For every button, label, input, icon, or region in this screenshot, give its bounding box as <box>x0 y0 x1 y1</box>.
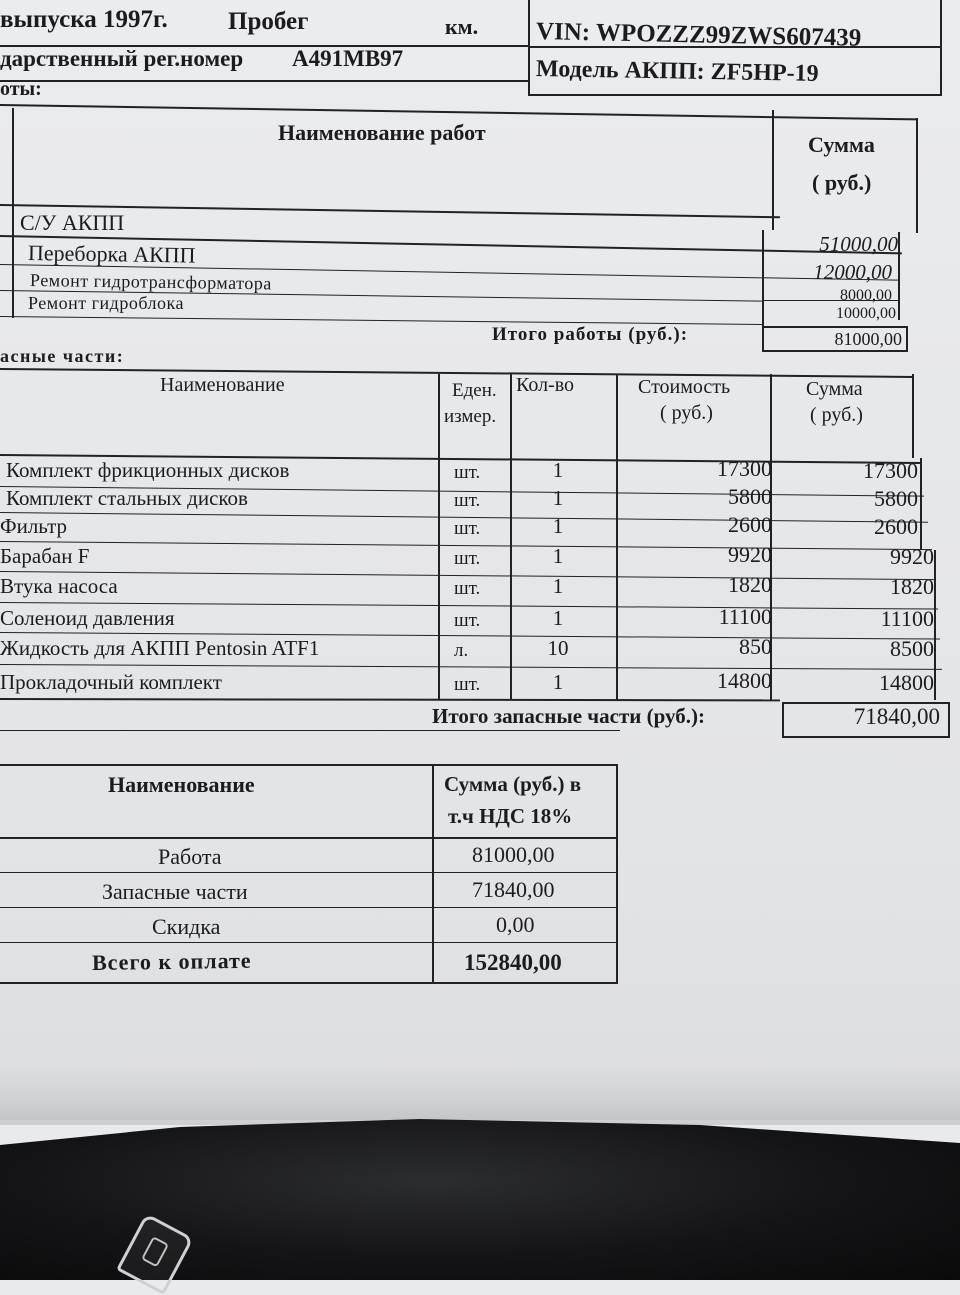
work-row-name: Ремонт гидроблока <box>28 293 184 313</box>
part-name: Барабан F <box>0 544 90 568</box>
part-unit: л. <box>454 640 469 661</box>
part-sum: 17300 <box>863 458 918 483</box>
summary-col-name: Наименование <box>108 772 255 797</box>
part-qty: 1 <box>552 458 564 482</box>
part-unit: шт. <box>454 518 481 539</box>
part-name: Фильтр <box>0 514 68 538</box>
part-qty: 10 <box>547 636 569 660</box>
part-qty: 1 <box>552 514 564 538</box>
summary-row-sum: 71840,00 <box>472 877 555 902</box>
parts-col-name: Наименование <box>160 374 285 396</box>
summary-row-name: Работа <box>158 844 222 869</box>
part-name: Втука насоса <box>0 574 118 598</box>
part-name: Жидкость для АКПП Pentosin ATF1 <box>0 636 320 660</box>
work-row-name: Переборка АКПП <box>27 240 196 268</box>
part-price: 1820 <box>728 572 772 597</box>
parts-section-label: асные части: <box>0 346 125 366</box>
parts-col-price-unit: ( руб.) <box>660 402 713 424</box>
parts-col-unit-measure: измер. <box>444 406 497 427</box>
part-name: Комплект фрикционных дисков <box>6 458 290 482</box>
parts-col-price: Стоимость <box>638 376 731 398</box>
part-sum: 5800 <box>874 486 918 511</box>
km-label: км. <box>445 14 479 39</box>
part-unit: шт. <box>454 490 481 511</box>
summary-total-label: Всего к оплате <box>91 947 252 975</box>
part-qty: 1 <box>552 486 564 510</box>
summary-col-vat: т.ч НДС 18% <box>448 804 573 828</box>
year-label: выпуска 1997г. <box>0 6 168 33</box>
part-price: 5800 <box>728 484 772 509</box>
part-price: 2600 <box>728 512 772 537</box>
parts-col-unit: Еден. <box>452 380 497 401</box>
part-unit: шт. <box>454 578 481 599</box>
part-sum: 14800 <box>879 670 934 695</box>
parts-col-qty: Кол-во <box>516 374 575 396</box>
parts-col-sum-unit: ( руб.) <box>810 404 863 426</box>
part-unit: шт. <box>454 462 481 483</box>
work-row-name: С/У АКПП <box>20 210 125 235</box>
works-total-label: Итого работы (руб.): <box>492 324 689 345</box>
part-price: 17300 <box>717 456 772 481</box>
part-price: 9920 <box>728 542 772 567</box>
work-row-sum: 12000,00 <box>813 260 892 284</box>
part-qty: 1 <box>552 670 564 694</box>
summary-row-sum: 0,00 <box>496 912 535 937</box>
part-qty: 1 <box>552 544 564 568</box>
part-sum: 11100 <box>880 606 934 631</box>
summary-row-name: Скидка <box>152 914 221 939</box>
part-sum: 9920 <box>890 544 934 569</box>
reg-number: А491МВ97 <box>292 46 404 71</box>
works-section-label: оты: <box>0 78 42 100</box>
work-row-sum: 51000,00 <box>819 232 898 256</box>
part-price: 11100 <box>718 604 772 629</box>
gearbox-model: Модель АКПП: ZF5HP-19 <box>535 56 819 87</box>
parts-col-sum: Сумма <box>806 378 863 400</box>
part-unit: шт. <box>454 674 481 695</box>
works-col-name: Наименование работ <box>278 120 486 145</box>
part-qty: 1 <box>552 574 564 598</box>
mileage-label: Пробег <box>228 8 309 35</box>
parts-total-value: 71840,00 <box>853 704 940 729</box>
summary-col-sum: Сумма (руб.) в <box>444 772 582 796</box>
part-name: Комплект стальных дисков <box>6 486 248 510</box>
part-sum: 8500 <box>890 636 934 661</box>
part-sum: 1820 <box>890 574 934 599</box>
work-row-sum: 10000,00 <box>836 305 896 322</box>
part-sum: 2600 <box>874 514 918 539</box>
works-col-sum: Сумма <box>808 132 875 157</box>
part-price: 14800 <box>717 668 772 693</box>
works-col-sum-unit: ( руб.) <box>812 170 872 195</box>
part-name: Соленоид давления <box>0 606 175 630</box>
work-row-name: Ремонт гидротрансформатора <box>29 270 272 294</box>
part-unit: шт. <box>454 548 481 569</box>
work-row-sum: 8000,00 <box>840 287 892 304</box>
vin: VIN: WPOZZZ99ZWS607439 <box>535 18 862 52</box>
reg-label: дарственный рег.номер <box>0 46 244 71</box>
part-qty: 1 <box>552 606 564 630</box>
summary-row-sum: 81000,00 <box>472 842 555 867</box>
part-price: 850 <box>739 634 772 659</box>
works-total-value: 81000,00 <box>834 329 902 349</box>
summary-total-value: 152840,00 <box>464 950 562 975</box>
summary-row-name: Запасные части <box>102 879 248 904</box>
page-fold-shadow <box>0 1065 960 1125</box>
part-unit: шт. <box>454 610 481 631</box>
parts-total-label: Итого запасные части (руб.): <box>432 704 705 728</box>
part-name: Прокладочный комплект <box>0 670 222 694</box>
